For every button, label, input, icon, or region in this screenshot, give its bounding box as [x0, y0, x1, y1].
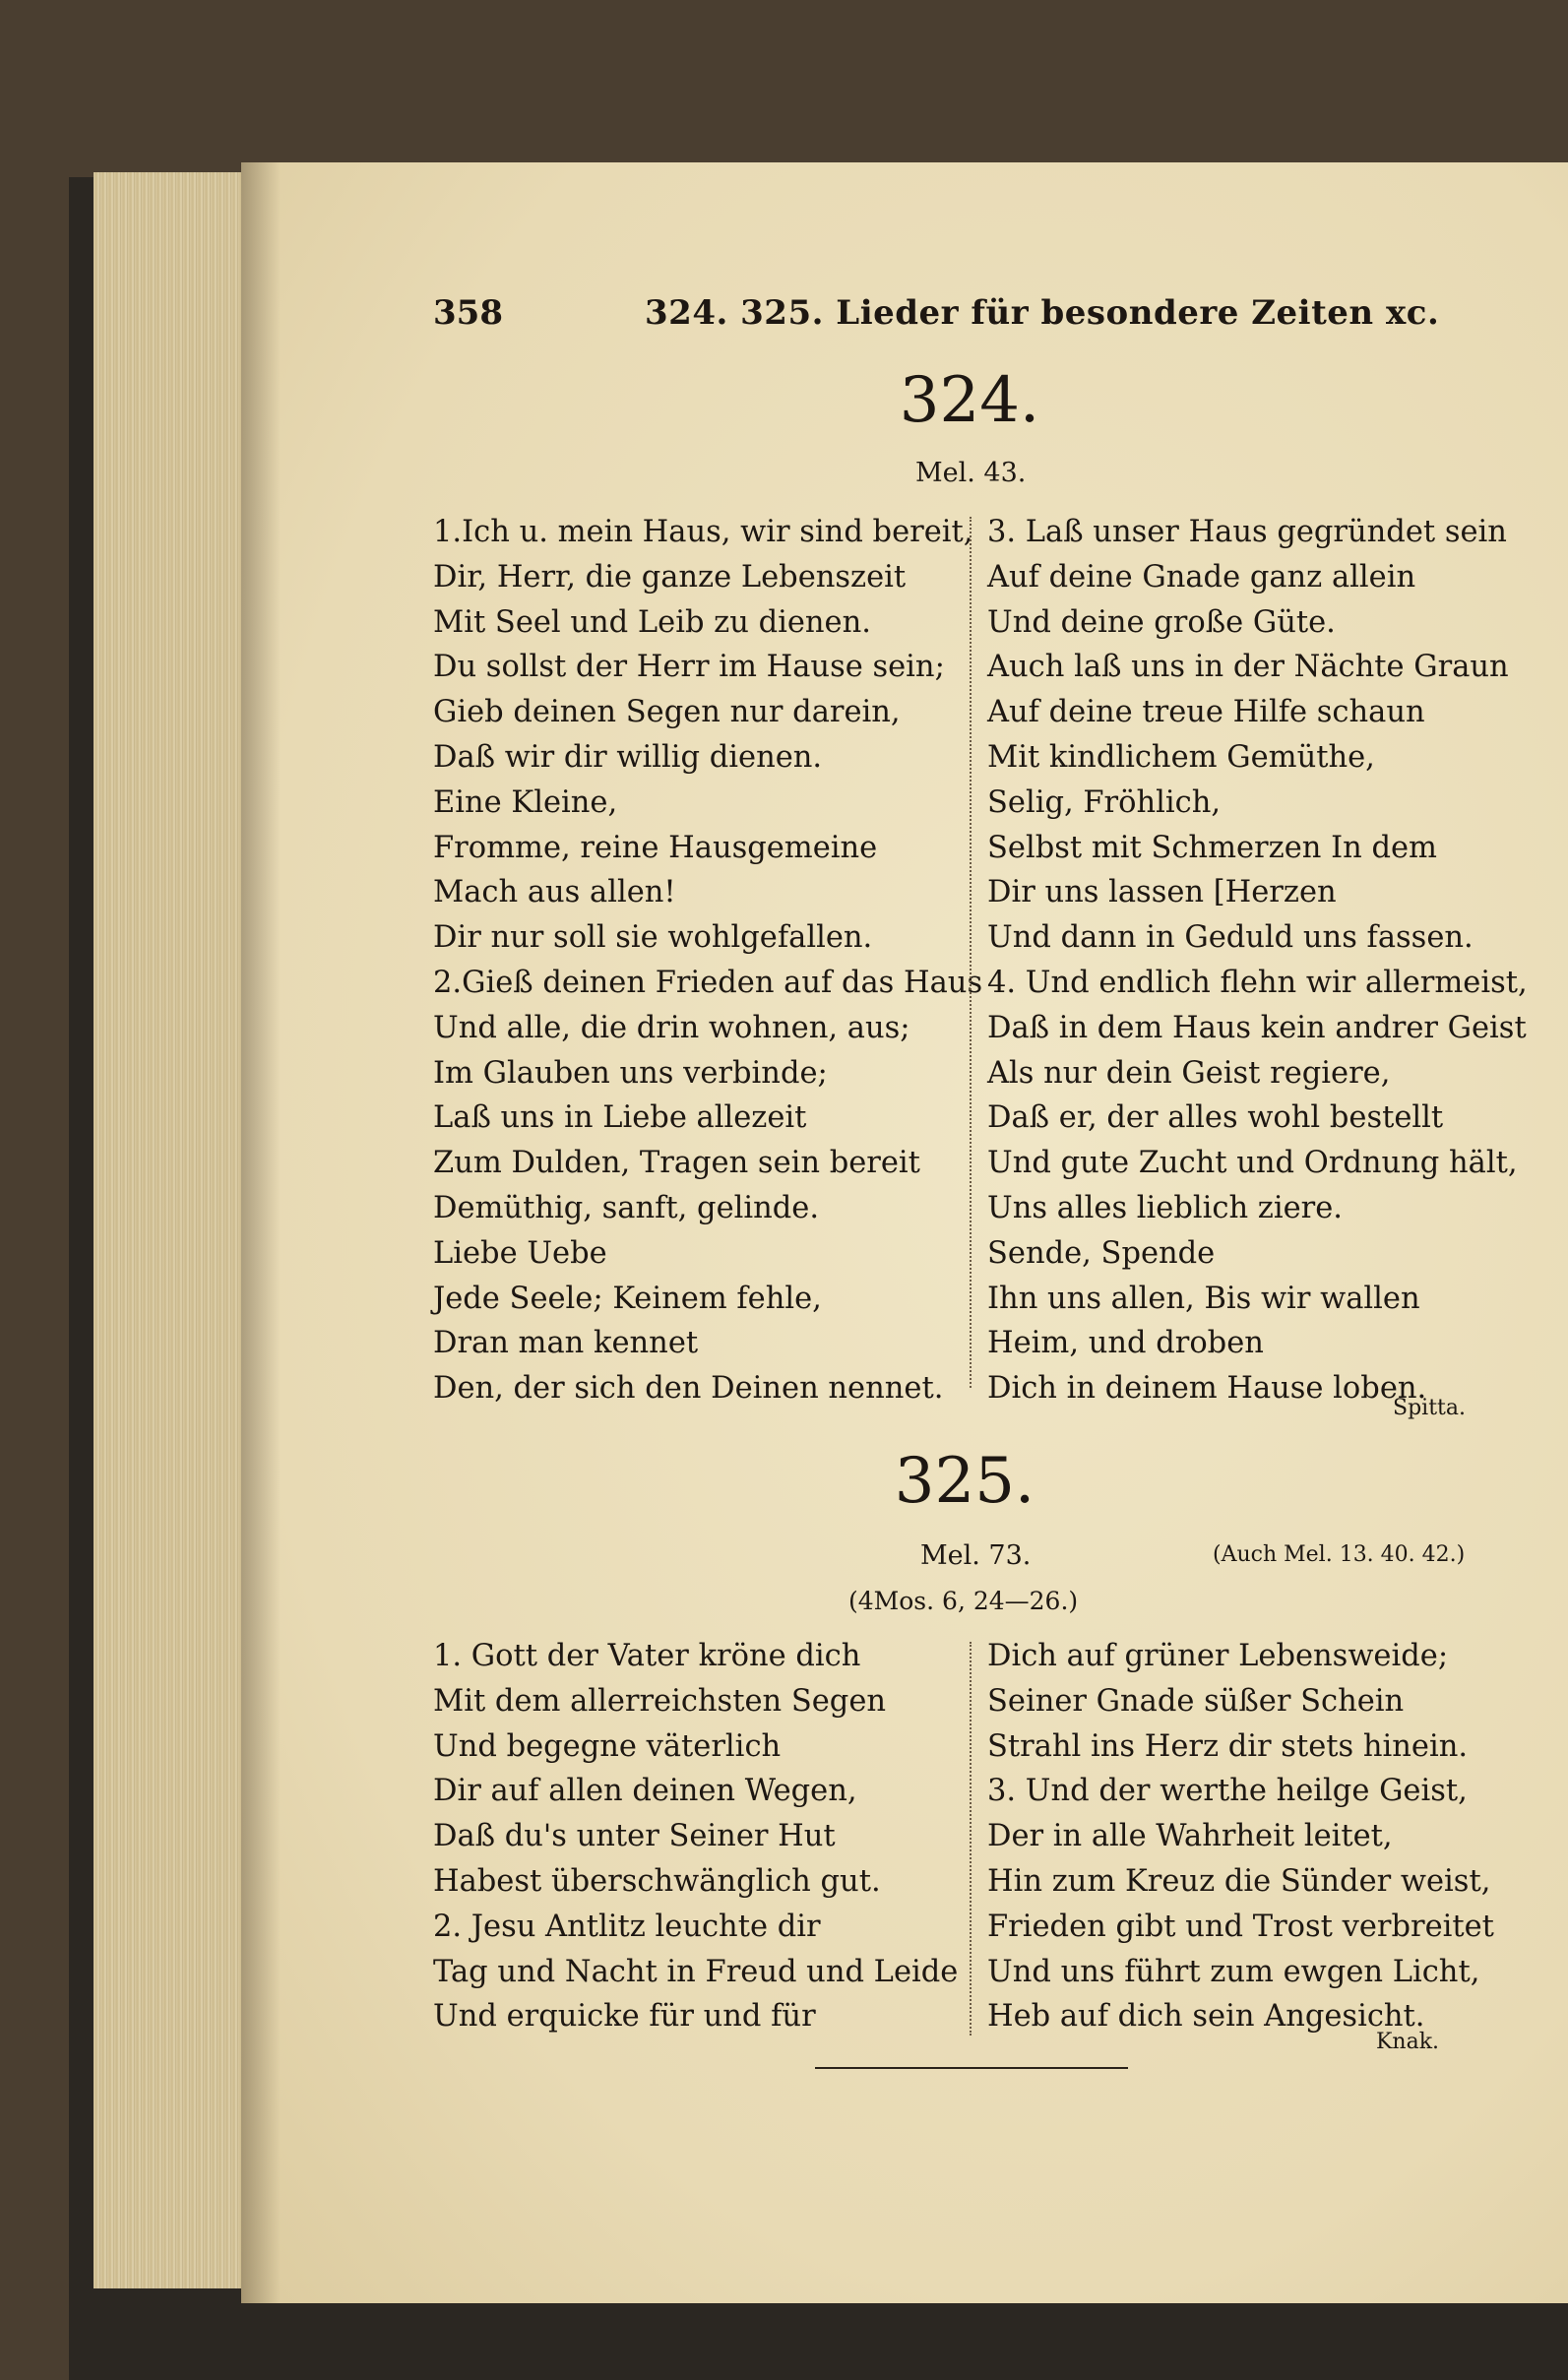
- hymn-325-author: Knak.: [1376, 2030, 1440, 2054]
- hymn-line: Zum Dulden, Tragen sein bereit: [433, 1146, 920, 1181]
- hymn-line: Strahl ins Herz dir stets hinein.: [987, 1728, 1469, 1764]
- hymn-line: Sende, Spende: [987, 1235, 1216, 1271]
- hymn-line: Auch laß uns in der Nächte Graun: [987, 650, 1509, 685]
- hymn-325-melody: Mel. 73.: [920, 1540, 1032, 1571]
- hymn-line: Jede Seele; Keinem fehle,: [433, 1281, 822, 1316]
- hymn-line: Selig, Fröhlich,: [987, 784, 1222, 820]
- hymn-line: Dir auf allen deinen Wegen,: [433, 1774, 857, 1809]
- hymn-line: Tag und Nacht in Freud und Leide: [433, 1954, 959, 1989]
- hymn-line: Daß in dem Haus kein andrer Geist: [987, 1010, 1527, 1045]
- hymn-line: Auf deine Gnade ganz allein: [987, 559, 1416, 595]
- hymn-line: Liebe Uebe: [433, 1235, 607, 1271]
- hymn-324-author: Spitta.: [1393, 1396, 1466, 1420]
- hymn-324-left-column: [433, 510, 982, 1411]
- hymn-line: Dir nur soll sie wohlgefallen.: [433, 920, 873, 956]
- hymn-line: Und uns führt zum ewgen Licht,: [987, 1954, 1480, 1989]
- hymn-line: Und deine große Güte.: [987, 604, 1336, 640]
- column-divider-325: [970, 1642, 972, 2036]
- hymn-line: 2. Jesu Antlitz leuchte dir: [433, 1909, 821, 1944]
- hymn-line: Selbst mit Schmerzen In dem: [987, 830, 1437, 865]
- hymn-line: Den, der sich den Deinen nennet.: [433, 1371, 944, 1407]
- hymn-324-right-column: [987, 510, 1528, 1411]
- hymn-line: Ihn uns allen, Bis wir wallen: [987, 1281, 1420, 1316]
- hymn-line: Laß uns in Liebe allezeit: [433, 1100, 807, 1136]
- end-rule: [815, 2067, 1128, 2069]
- hymn-line: Du sollst der Herr im Hause sein;: [433, 650, 945, 685]
- hymn-line: Und alle, die drin wohnen, aus;: [433, 1010, 910, 1045]
- hymn-325-left-column: [433, 1634, 958, 2039]
- page-edges: [94, 172, 261, 2288]
- hymn-line: Hin zum Kreuz die Sünder weist,: [987, 1863, 1491, 1899]
- hymn-line: Als nur dein Geist regiere,: [987, 1055, 1391, 1091]
- hymn-line: Dich in deinem Hause loben.: [987, 1371, 1427, 1407]
- hymn-line: Heb auf dich sein Angesicht.: [987, 1999, 1425, 2035]
- hymn-325-melody-alt: (Auch Mel. 13. 40. 42.): [1213, 1542, 1466, 1567]
- hymn-line: Eine Kleine,: [433, 784, 618, 820]
- hymn-line: Und gute Zucht und Ordnung hält,: [987, 1146, 1518, 1181]
- running-title: 324. 325. Lieder für besondere Zeiten xc.: [645, 293, 1440, 333]
- hymn-325-number: 325.: [894, 1445, 1035, 1518]
- hymn-line: Dich auf grüner Lebensweide;: [987, 1639, 1449, 1673]
- hymn-line: Habest überschwänglich gut.: [433, 1863, 881, 1899]
- hymn-line: Demüthig, sanft, gelinde.: [433, 1190, 820, 1225]
- hymn-line: Und begegne väterlich: [433, 1728, 782, 1764]
- hymn-line: Gieb deinen Segen nur darein,: [433, 695, 901, 730]
- hymn-line: Mit Seel und Leib zu dienen.: [433, 604, 871, 640]
- page-number: 358: [433, 293, 503, 333]
- hymn-324-melody: Mel. 43.: [915, 458, 1027, 488]
- hymn-line: Uns alles lieblich ziere.: [987, 1190, 1343, 1225]
- hymn-line: 1. Gott der Vater kröne dich: [433, 1639, 861, 1673]
- hymn-line: Mit kindlichem Gemüthe,: [987, 739, 1375, 775]
- hymn-line: 2.Gieß deinen Frieden auf das Haus: [433, 965, 983, 1000]
- column-divider: [970, 517, 972, 1388]
- hymn-324-number: 324.: [899, 364, 1040, 437]
- gutter-shadow: [241, 162, 281, 2303]
- hymn-line: Frieden gibt und Trost verbreitet: [987, 1909, 1494, 1944]
- hymn-line: Und dann in Geduld uns fassen.: [987, 920, 1474, 956]
- hymn-line: Heim, und droben: [987, 1326, 1264, 1361]
- hymn-325-scripture: (4Mos. 6, 24—26.): [848, 1587, 1079, 1615]
- hymn-line: Auf deine treue Hilfe schaun: [987, 695, 1425, 730]
- hymn-line: Mit dem allerreichsten Segen: [433, 1683, 887, 1719]
- hymn-line: Daß er, der alles wohl bestellt: [987, 1100, 1444, 1136]
- hymn-line: Seiner Gnade süßer Schein: [987, 1683, 1405, 1719]
- hymn-line: 3. Laß unser Haus gegründet sein: [987, 515, 1507, 549]
- hymn-line: Der in alle Wahrheit leitet,: [987, 1819, 1393, 1854]
- hymn-line: Dir uns lassen [Herzen: [987, 875, 1337, 910]
- running-header: [433, 293, 1496, 343]
- hymn-325-right-column: [987, 1634, 1494, 2039]
- hymn-line: Im Glauben uns verbinde;: [433, 1055, 828, 1091]
- hymn-line: Und erquicke für und für: [433, 1999, 816, 2035]
- hymn-line: Mach aus allen!: [433, 875, 676, 910]
- hymn-line: Dir, Herr, die ganze Lebenszeit: [433, 559, 907, 595]
- hymn-line: Daß du's unter Seiner Hut: [433, 1819, 836, 1854]
- hymn-line: Dran man kennet: [433, 1326, 699, 1361]
- hymn-line: 3. Und der werthe heilge Geist,: [987, 1774, 1468, 1809]
- hymn-line: 4. Und endlich flehn wir allermeist,: [987, 965, 1528, 1000]
- hymn-line: Daß wir dir willig dienen.: [433, 739, 823, 775]
- hymn-line: Fromme, reine Hausgemeine: [433, 830, 878, 865]
- hymn-line: 1.Ich u. mein Haus, wir sind bereit,: [433, 515, 973, 549]
